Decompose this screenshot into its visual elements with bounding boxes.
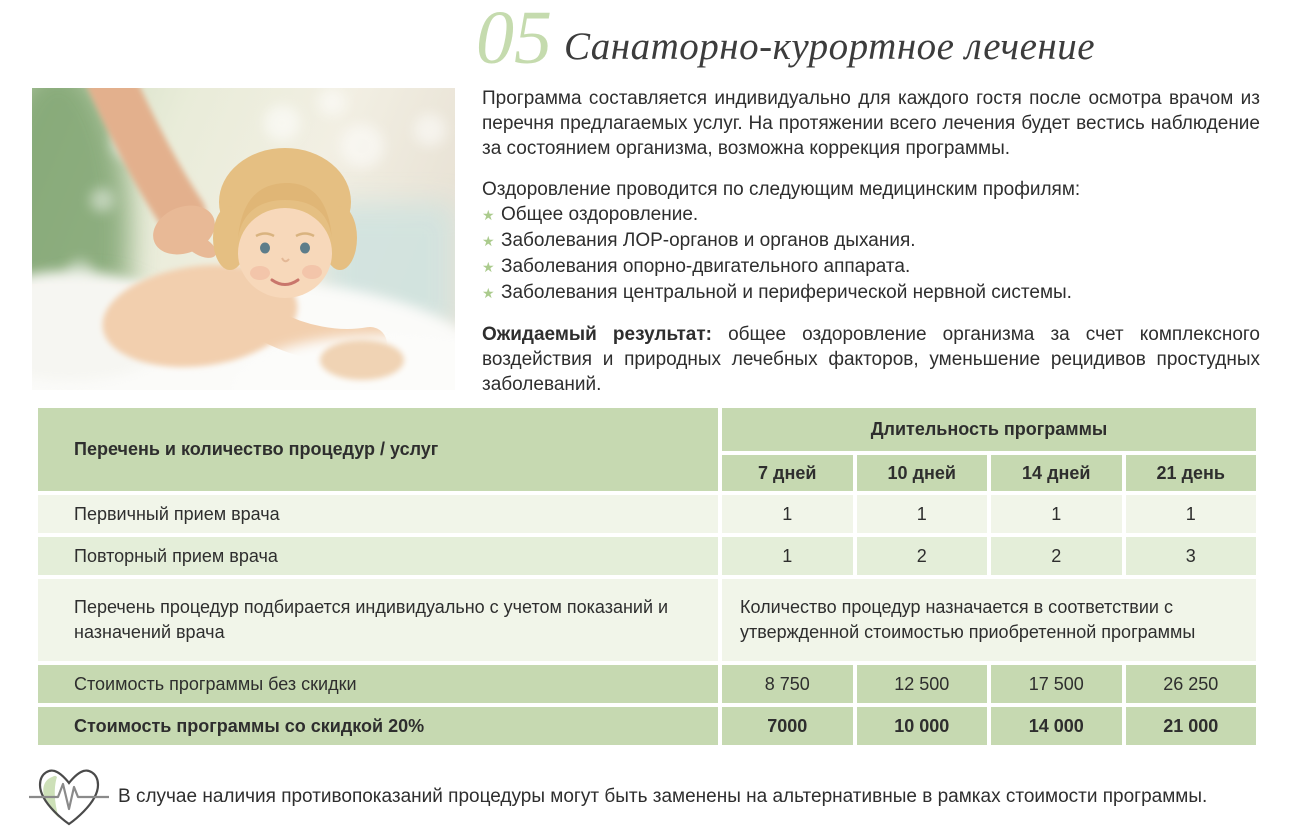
program-table — [38, 408, 1256, 745]
table-cell: 1 — [722, 537, 853, 575]
list-item — [482, 280, 1260, 306]
table-cell: 7000 — [722, 707, 853, 745]
table-row-label: Стоимость программы со скидкой 20% — [38, 707, 718, 745]
star-bullet-icon: ★ — [482, 233, 495, 249]
child-massage-photo — [32, 88, 455, 390]
table-cell: 14 000 — [991, 707, 1122, 745]
table-cell: 10 000 — [857, 707, 988, 745]
column-header-14-days: 14 дней — [991, 455, 1122, 491]
table-cell: 2 — [991, 537, 1122, 575]
table-cell: 3 — [1126, 537, 1257, 575]
table-cell: 1 — [991, 495, 1122, 533]
table-cell: 1 — [857, 495, 988, 533]
list-item-text: Заболевания ЛОР-органов и органов дыхания. — [501, 230, 916, 251]
table-cell: 21 000 — [1126, 707, 1257, 745]
table-cell: 8 750 — [722, 665, 853, 703]
page-title: Санаторно-курортное лечение — [564, 25, 1096, 68]
list-item-text: Заболевания опорно-двигательного аппарата. — [501, 256, 911, 277]
table-cell: 2 — [857, 537, 988, 575]
expected-result-text: общее оздоровление организма за счет комплексного воздействия и природных лечебных факторов, уменьшение рецидивов простудных заболеваний. — [482, 324, 1260, 395]
table-cell: 12 500 — [857, 665, 988, 703]
table-row-label: Первичный прием врача — [38, 495, 718, 533]
footer-note — [28, 764, 1268, 830]
table-row-label: Перечень процедур подбирается индивидуально с учетом показаний и назначений врача — [38, 579, 718, 661]
expected-result-label: Ожидаемый результат: — [482, 324, 712, 345]
page-header — [476, 0, 1096, 80]
intro-paragraph: Программа составляется индивидуально для каждого гостя после осмотра врачом из перечня предлагаемых услуг. На протяжении всего лечения будет вестись наблюдение за состоянием организма, возможна коррекция программы. — [482, 88, 1260, 159]
profiles-heading: Оздоровление проводится по следующим медицинским профилям: — [482, 179, 1081, 200]
expected-result-paragraph — [482, 322, 1260, 397]
table-cell: 26 250 — [1126, 665, 1257, 703]
table-header-duration: Длительность программы — [722, 408, 1256, 451]
section-number: 05 — [476, 0, 552, 80]
table-header-services: Перечень и количество процедур / услуг — [38, 408, 718, 491]
list-item — [482, 228, 1260, 254]
table-span-cell: Количество процедур назначается в соответствии с утвержденной стоимостью приобретенной программы — [722, 579, 1256, 661]
profiles-list — [482, 202, 1260, 306]
column-header-10-days: 10 дней — [857, 455, 988, 491]
star-bullet-icon: ★ — [482, 285, 495, 301]
table-cell: 1 — [1126, 495, 1257, 533]
list-item-text: Общее оздоровление. — [501, 204, 699, 225]
list-item — [482, 202, 1260, 228]
table-row-label: Стоимость программы без скидки — [38, 665, 718, 703]
star-bullet-icon: ★ — [482, 259, 495, 275]
list-item-text: Заболевания центральной и периферической нервной системы. — [501, 282, 1072, 303]
heart-ekg-icon — [28, 764, 110, 830]
footer-note-text: В случае наличия противопоказаний процедуры могут быть заменены на альтернативные в рамках стоимости программы. — [118, 786, 1208, 807]
column-header-21-days: 21 день — [1126, 455, 1257, 491]
table-cell: 17 500 — [991, 665, 1122, 703]
table-cell: 1 — [722, 495, 853, 533]
column-header-7-days: 7 дней — [722, 455, 853, 491]
table-row-label: Повторный прием врача — [38, 537, 718, 575]
intro-content — [482, 86, 1260, 397]
list-item — [482, 254, 1260, 280]
child-massage-illustration — [32, 88, 455, 390]
star-bullet-icon: ★ — [482, 207, 495, 223]
